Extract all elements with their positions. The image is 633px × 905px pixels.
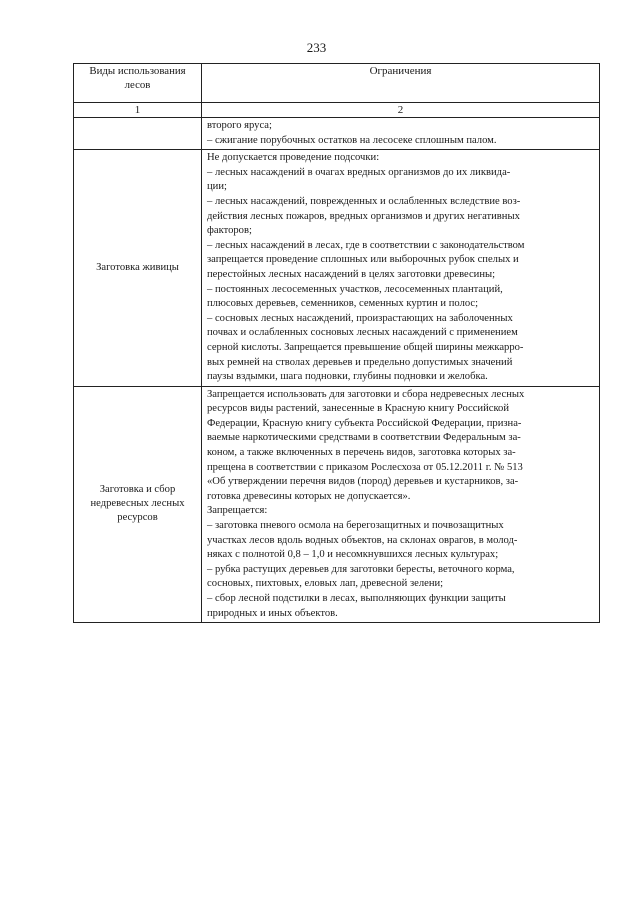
text-line: – лесных насаждений, поврежденных и ослабленных вследствие воз- [207,195,521,207]
text-line: Не допускается проведение подсочки: [207,152,380,164]
header-forest-use-types: Виды использования лесов [74,64,202,103]
table-row [74,386,600,623]
text-line: вых ремней на стволах деревьев и предельно допустимых значений [207,356,513,368]
text-line: плюсовых деревьев, семенников, семенных куртин и полос; [207,298,479,310]
text-line: действия лесных пожаров, вредных организмов и других негативных [207,210,520,222]
text-line: – постоянных лесосеменных участков, лесосеменных плантаций, [207,283,503,295]
text-line: прещена в соответствии с приказом Рослесхоза от 05.12.2011 г. № 513 [207,461,523,473]
column-number-2: 2 [202,103,600,118]
text-line: ваемые наркотическими средствами в соответствии Федеральным за- [207,432,521,444]
row-label [74,118,202,150]
text-line: коном, а также включенных в перечень видов, заготовка которых за- [207,447,516,459]
column-number-row [74,103,600,118]
restrictions-table [73,63,600,623]
text-line: – лесных насаждений в очагах вредных организмов до их ликвида- [207,166,511,178]
page-number: 233 [306,40,327,55]
text-line: – заготовка пневого осмола на берегозащитных и почвозащитных [207,520,504,532]
table-header-row [74,64,600,103]
row-label: Заготовка живицы [74,150,202,387]
row-label: Заготовка и сбор недревесных лесных ресурсов [74,386,202,623]
text-line: сосновых, пихтовых, еловых лап, древесной зелени; [207,578,444,590]
text-line: – рубка растущих деревьев для заготовки бересты, веточного корма, [207,563,515,575]
text-line: ции; [207,181,227,193]
text-line: Федерации, Красную книгу субъекта Российской Федерации, призна- [207,417,522,429]
text-line: – лесных насаждений в лесах, где в соответствии с законодательством [207,239,525,251]
text-line: серной кислоты. Запрещается превышение общей ширины межкарро- [207,341,524,353]
text-line: ресурсов виды растений, занесенные в Красную книгу Российской [207,403,510,415]
row-restrictions [202,386,600,623]
text-line: «Об утверждении перечня видов (пород) деревьев и кустарников, за- [207,476,519,488]
text-line: Запрещается: [207,505,268,517]
text-line: – сосновых лесных насаждений, произрастающих на заболоченных [207,312,513,324]
row-restrictions [202,150,600,387]
text-line: участках лесов вдоль водных объектов, на склонах оврагов, в молод- [207,534,518,546]
text-line: няках с полнотой 0,8 – 1,0 и несомкнувшихся лесных культурах; [207,549,499,561]
text-line: – сбор лесной подстилки в лесах, выполняющих функции защиты [207,593,506,604]
text-line: второго яруса; [207,120,272,131]
table-row [74,118,600,150]
text-line: запрещается проведение сплошных или выборочных рубок спелых и [207,254,519,266]
text-line: перестойных лесных насаждений в целях заготовки древесины; [207,268,496,280]
text-line: – сжигание порубочных остатков на лесосеке сплошным палом. [207,134,497,146]
text-line: почвах и ослабленных сосновых лесных насаждений с применением [207,327,518,339]
header-restrictions: Ограничения [202,64,600,103]
table-row [74,150,600,387]
text-line: природных и иных объектов. [207,607,338,619]
text-line: готовка древесины которых не допускается». [207,490,411,502]
text-line: паузы вздымки, шага подновки, глубины подновки и желобка. [207,371,488,383]
text-line: факторов; [207,225,252,237]
row-restrictions [202,118,600,150]
text-line: Запрещается использовать для заготовки и сбора недревесных лесных [207,388,525,400]
column-number-1: 1 [74,103,202,118]
